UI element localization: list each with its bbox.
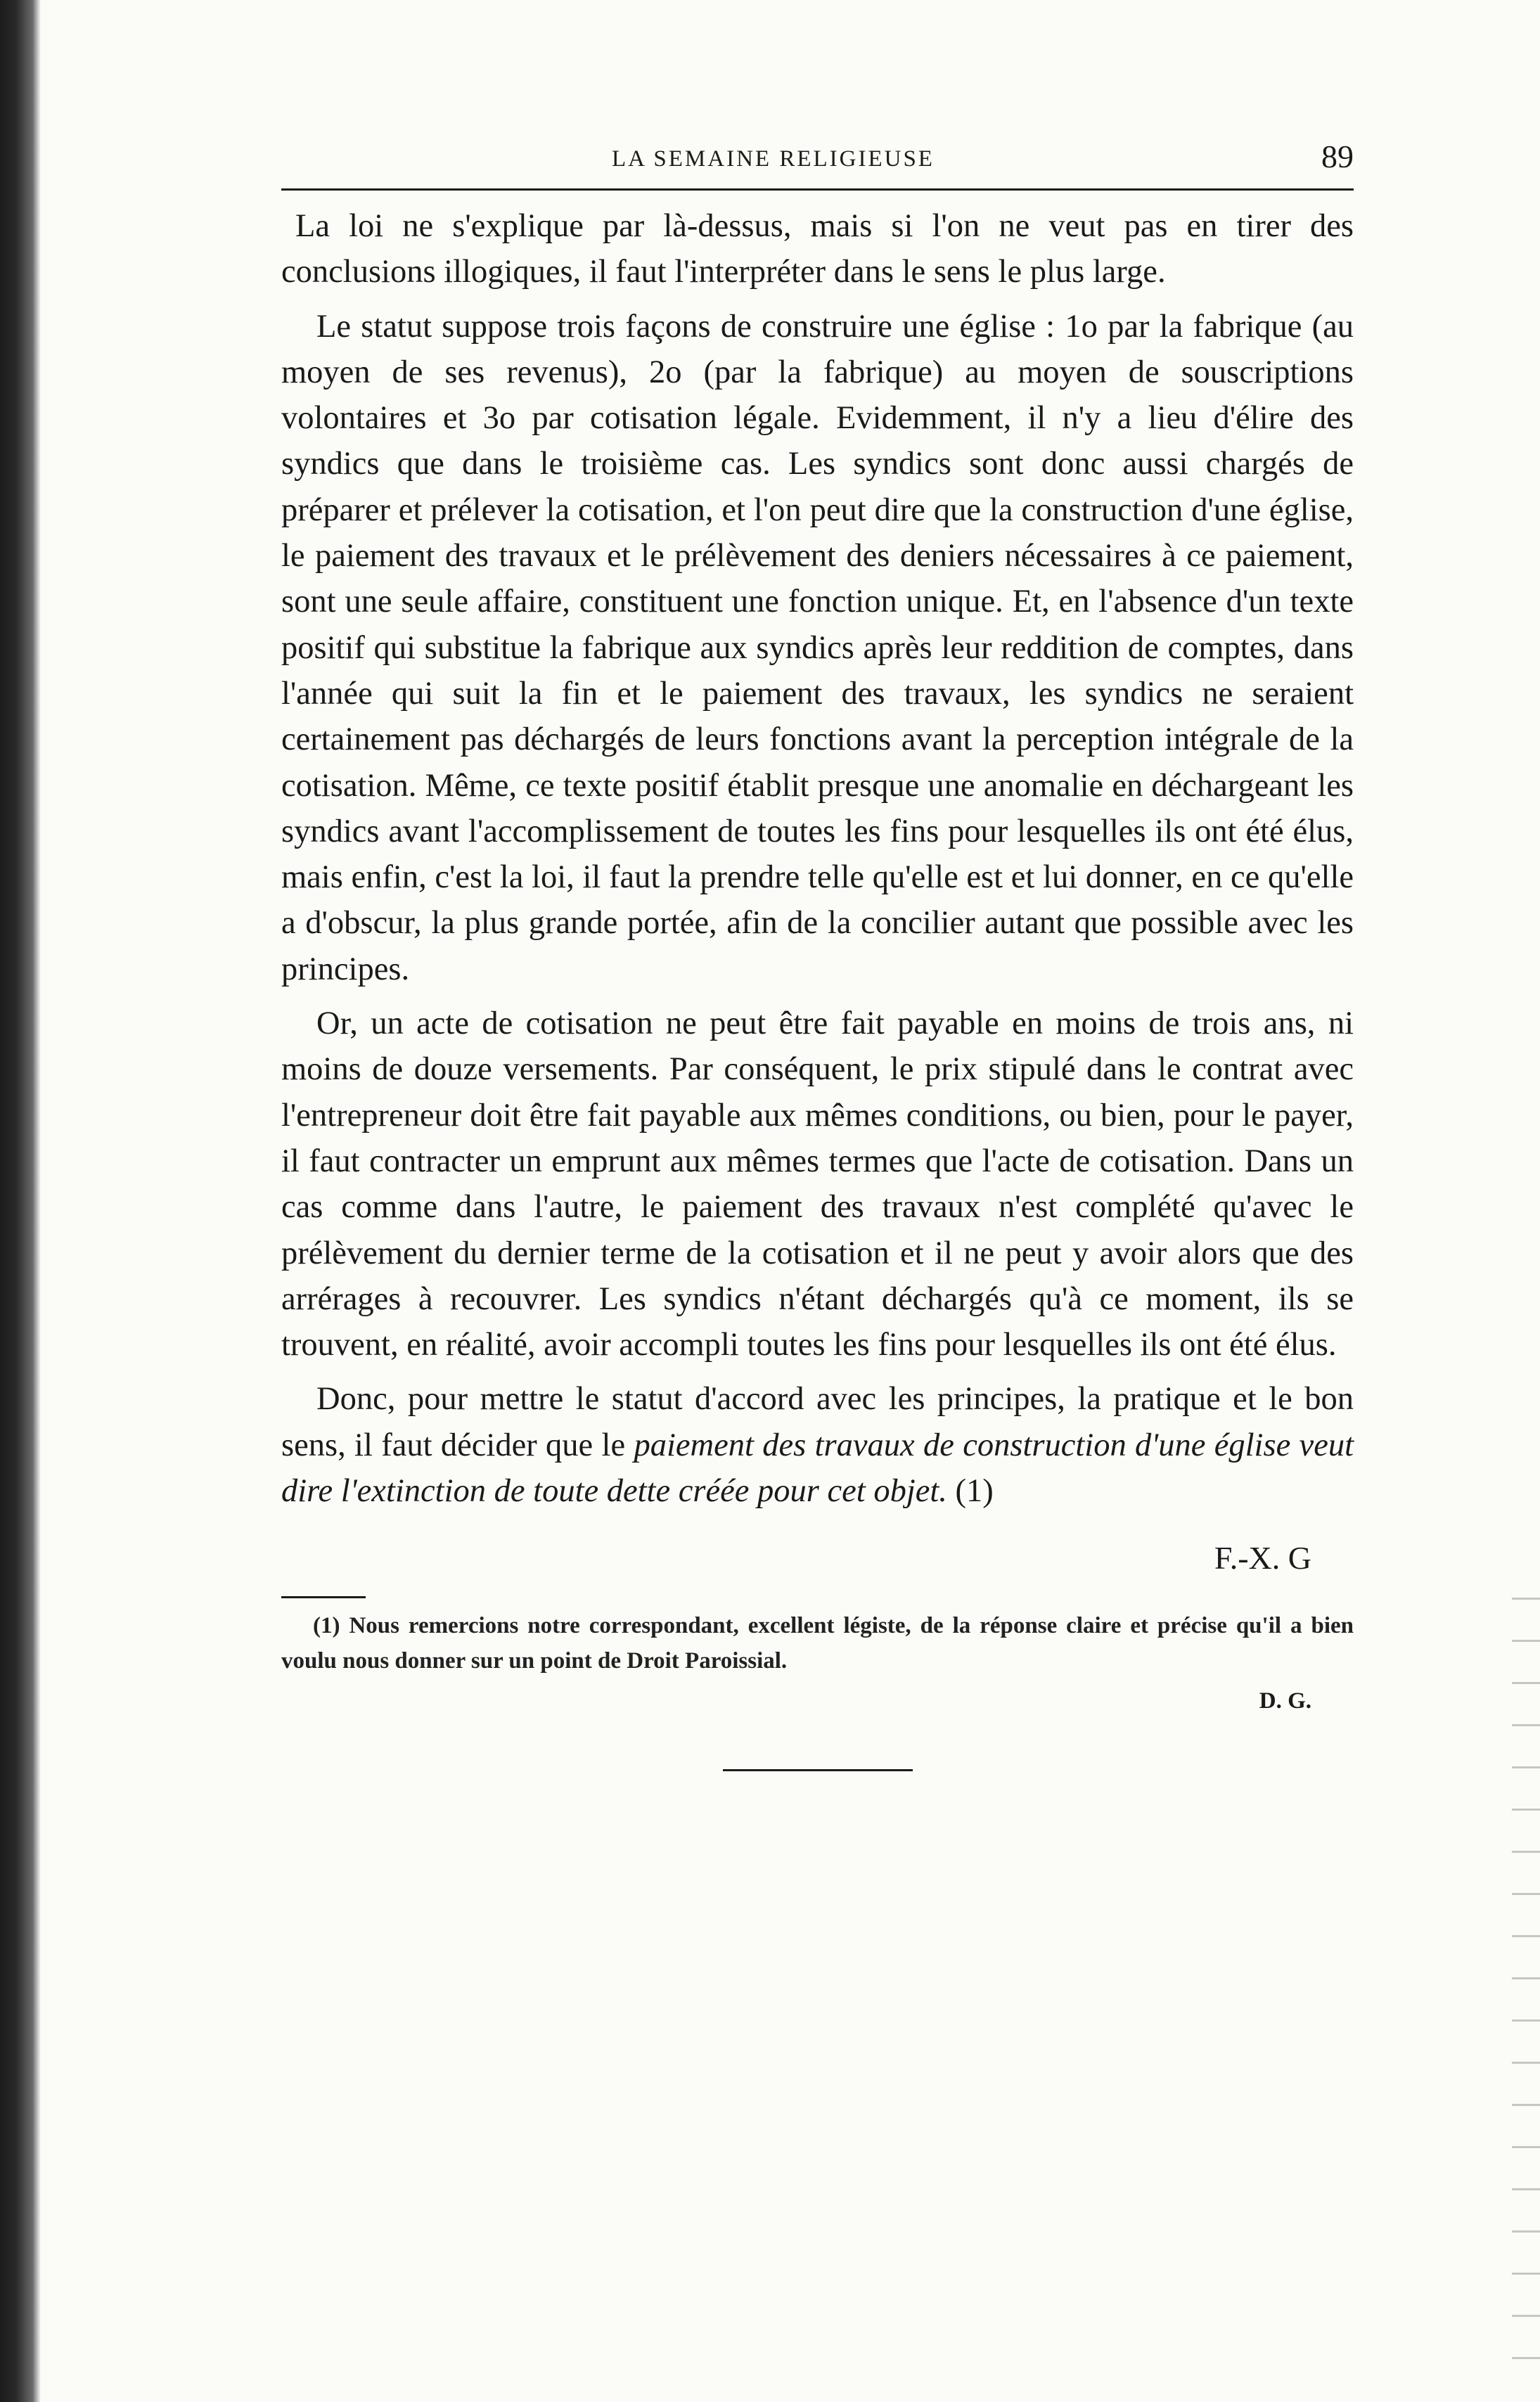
running-head: LA SEMAINE RELIGIEUSE — [612, 146, 935, 172]
paragraph-4 — [281, 1376, 1354, 1514]
paragraph-2: Le statut suppose trois façons de construire une église : 1o par la fabrique (au moyen de ses revenus), 2o (par la fabrique) au moyen de souscriptions volontaires et 3o par cotisation légale. Evidemment, il n'y a lieu d'élire des syndics que dans le troisième cas. Les syndics sont donc aussi chargés de préparer et prélever la cotisation, et l'on peut dire que la construction d'une église, le paiement des travaux et le prélèvement des deniers nécessaires à ce paiement, sont une seule affaire, constituent une fonction unique. Et, en l'absence d'un texte positif qui substitue la fabrique aux syndics après leur reddition de comptes, dans l'année qui suit la fin et le paiement des travaux, les syndics ne seraient certainement pas déchargés de leurs fonctions avant la perception intégrale de la cotisation. Même, ce texte positif établit presque une anomalie en déchargeant les syndics avant l'accomplissement de toutes les fins pour lesquelles ils ont été élus, mais enfin, c'est la loi, il faut la prendre telle qu'elle est et lui donner, en ce qu'elle a d'obscur, la plus grande portée, afin de la concilier autant que possible avec les principes. — [281, 308, 1354, 987]
paragraph-3: Or, un acte de cotisation ne peut être fait payable en moins de trois ans, ni moins de douze versements. Par conséquent, le prix stipulé dans le contrat avec l'entrepreneur doit être fait payable aux mêmes conditions, ou bien, pour le payer, il faut contracter un emprunt aux mêmes termes que l'acte de cotisation. Dans un cas comme dans l'autre, le paiement des travaux n'est complété qu'avec le prélèvement du dernier terme de la cotisation et il ne peut y avoir alors que des arrérages à recouvrer. Les syndics n'étant déchargés qu'à ce moment, ils se trouvent, en réalité, avoir accompli toutes les fins pour lesquelles ils ont été élus. — [281, 1006, 1354, 1363]
author-signature: F.-X. G — [1214, 1540, 1311, 1576]
article-body — [281, 203, 1354, 1514]
page-header — [281, 134, 1354, 183]
paragraph-4-text: Donc, pour mettre le statut d'accord avec les principes, la pratique et le bon sens, il faut décider que le — [281, 1381, 1354, 1463]
paragraph-1: La loi ne s'explique par là-dessus, mais si l'on ne veut pas en tirer des conclusions illogiques, il faut l'interpréter dans le sens le plus large. — [281, 208, 1354, 290]
page-number: 89 — [1321, 139, 1354, 174]
scan-binding-edge — [0, 0, 41, 2402]
footnote-rule — [281, 1596, 366, 1598]
book-page — [281, 134, 1354, 1771]
footnote-initials: D. G. — [1259, 1688, 1311, 1714]
header-rule — [281, 188, 1354, 191]
scan-edge-specks — [1512, 1582, 1540, 2391]
end-rule — [723, 1769, 913, 1771]
footnote-reference: (1) — [947, 1473, 994, 1510]
footnote-text: (1) Nous remercions notre correspondant, excellent légiste, de la réponse claire et précise qu'il a bien voulu nous donner sur un point de Droit Paroissial. — [281, 1613, 1354, 1674]
paragraph-4-italic: paiement des travaux de construction d'une église veut dire l'extinction de toute dette créée pour cet objet. — [281, 1427, 1354, 1510]
